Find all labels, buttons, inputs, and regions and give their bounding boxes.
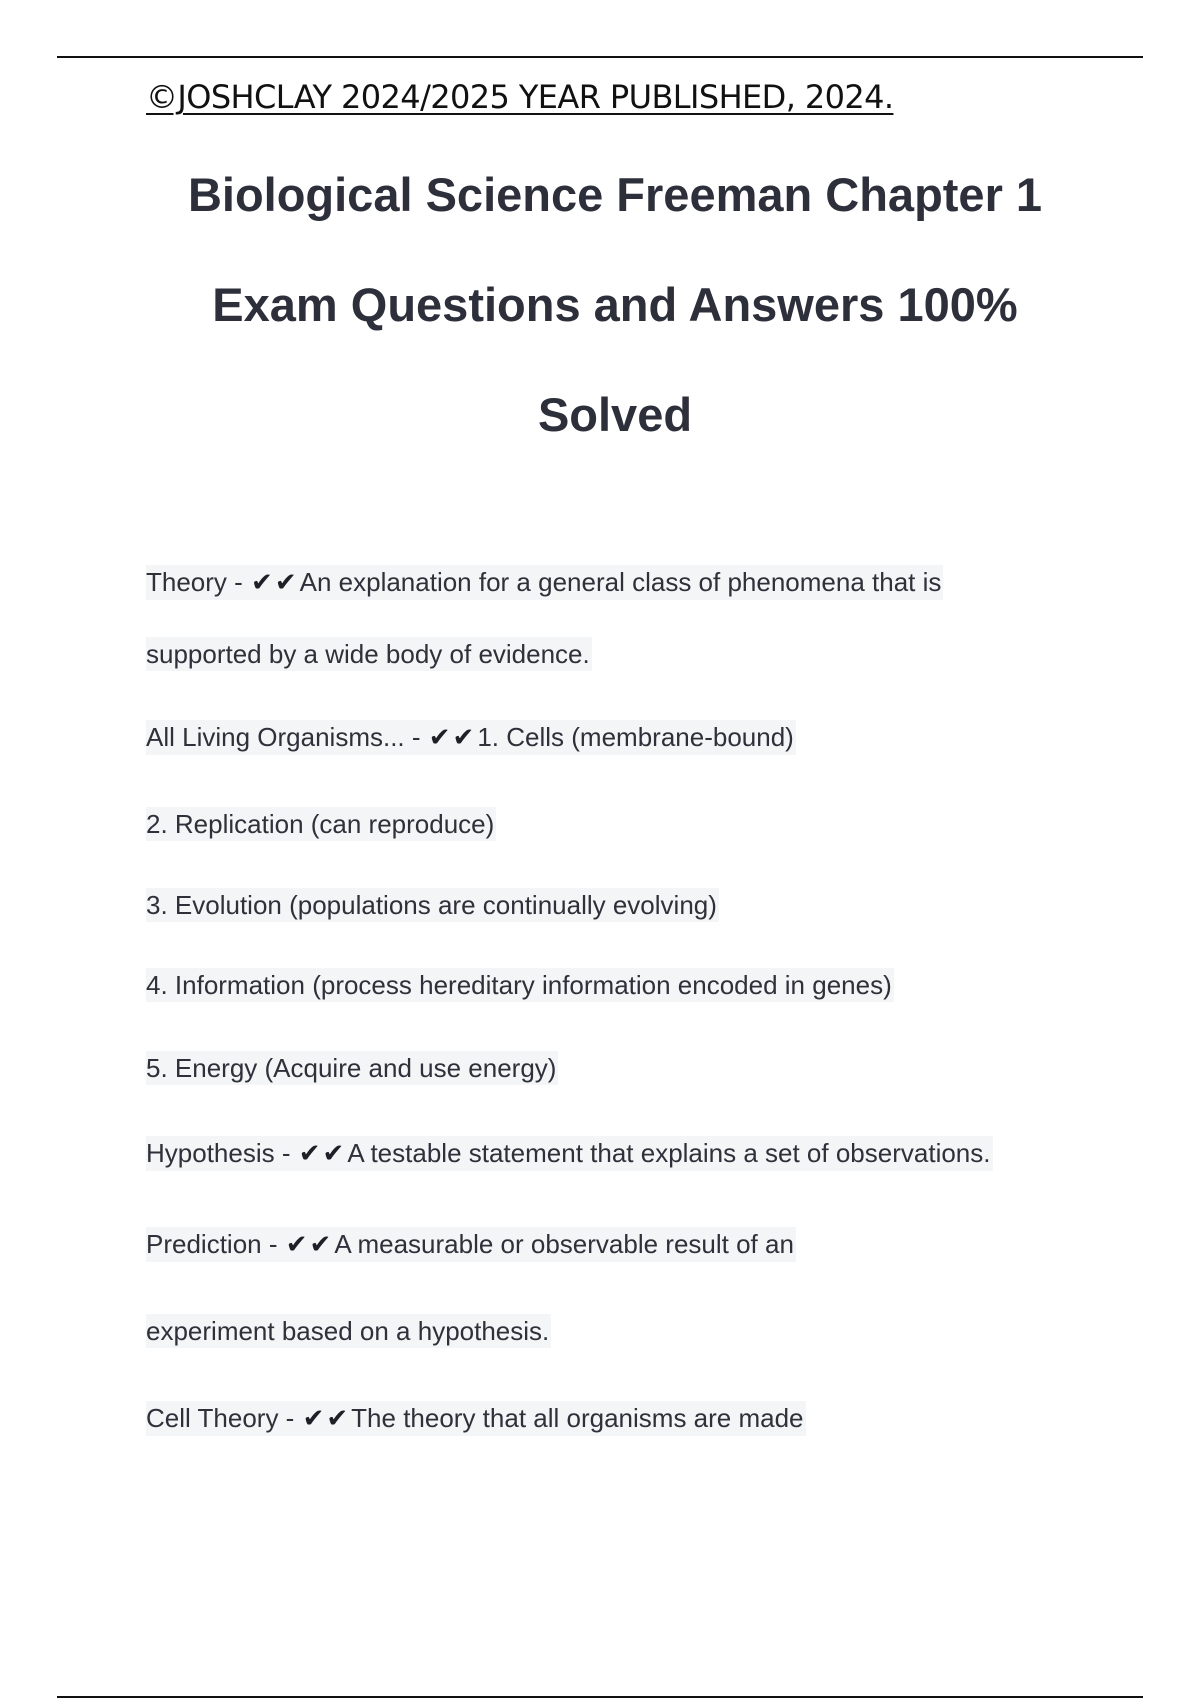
entry-hypothesis: [146, 1136, 993, 1171]
check-icon: ✔: [322, 1139, 345, 1169]
entry-cell-theory: [146, 1401, 806, 1436]
definition-hypothesis: A testable statement that explains a set of observations.: [347, 1138, 991, 1168]
bottom-rule: [57, 1696, 1143, 1698]
title-line-3: Solved: [537, 388, 693, 441]
term-theory: Theory -: [146, 567, 251, 597]
check-icon: ✔: [251, 568, 273, 598]
answer-checks: [302, 1403, 350, 1433]
check-icon: ✔: [302, 1404, 325, 1434]
term-hypothesis: Hypothesis -: [146, 1138, 298, 1168]
answer-checks: [428, 722, 476, 752]
title-line-2: Exam Questions and Answers 100%: [212, 278, 1018, 331]
answer-checks: [298, 1138, 346, 1168]
entry-theory: [146, 565, 943, 600]
definition-cell-theory: The theory that all organisms are made: [351, 1403, 804, 1433]
check-icon: ✔: [428, 723, 451, 753]
qa-content: [146, 0, 1146, 1500]
term-cell-theory: Cell Theory -: [146, 1403, 302, 1433]
living-item-3: 3. Evolution (populations are continually evolving): [146, 890, 717, 920]
definition-prediction-1: A measurable or observable result of an: [334, 1229, 794, 1259]
living-item-4: 4. Information (process hereditary information encoded in genes): [146, 970, 892, 1000]
living-item-5: 5. Energy (Acquire and use energy): [146, 1053, 557, 1083]
definition-prediction-2: experiment based on a hypothesis.: [146, 1316, 550, 1346]
check-icon: ✔: [274, 568, 297, 598]
check-icon: ✔: [326, 1404, 349, 1434]
check-icon: ✔: [285, 1230, 308, 1260]
check-icon: ✔: [309, 1230, 332, 1260]
title-line-1: Biological Science Freeman Chapter 1: [187, 168, 1043, 221]
definition-theory-2: supported by a wide body of evidence.: [146, 639, 590, 669]
answer-checks: [285, 1229, 333, 1259]
term-prediction: Prediction -: [146, 1229, 285, 1259]
copyright-header: ©JOSHCLAY 2024/2025 YEAR PUBLISHED, 2024.: [146, 78, 894, 116]
entry-living-organisms: [146, 720, 796, 755]
living-item-2: 2. Replication (can reproduce): [146, 809, 495, 839]
answer-checks: [250, 567, 298, 597]
term-living-organisms: All Living Organisms... -: [146, 722, 428, 752]
check-icon: ✔: [298, 1139, 321, 1169]
living-item-1: 1. Cells (membrane-bound): [477, 722, 794, 752]
check-icon: ✔: [452, 723, 475, 753]
entry-prediction: [146, 1227, 796, 1262]
definition-theory-1: An explanation for a general class of phenomena that is: [299, 567, 942, 597]
